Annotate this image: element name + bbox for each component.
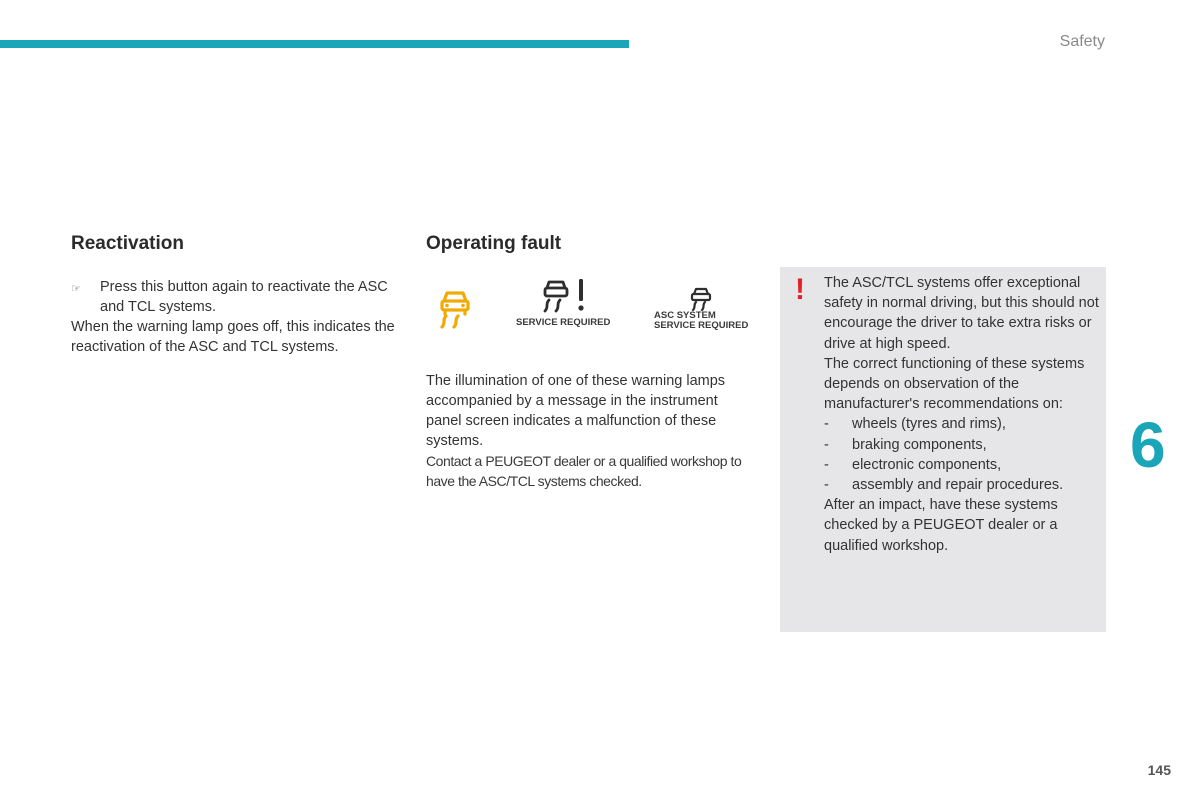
asc-service-required-caption: SERVICE REQUIRED xyxy=(654,320,749,331)
page-number: 145 xyxy=(1147,762,1171,778)
traction-control-service-icon xyxy=(516,277,610,328)
safety-note-box xyxy=(780,267,1106,632)
reactivation-bullet-text: Press this button again to reactivate the ASC and TCL systems. xyxy=(100,279,388,315)
chapter-number: 6 xyxy=(1130,409,1166,481)
asc-system-caption: ASC SYSTEM xyxy=(654,310,716,321)
operating-fault-body: The illumination of one of these warning lamps accompanied by a message in the instrument panel screen indicates a malfunction of these systems. xyxy=(426,373,726,449)
operating-fault-contact: Contact a PEUGEOT dealer or a qualified workshop to have the ASC/TCL systems checked. xyxy=(426,453,742,489)
note-item-text: wheels (tyres and rims), xyxy=(852,416,1006,433)
bullet-icon: ☞ xyxy=(71,283,81,295)
reactivation-bullet xyxy=(71,277,401,317)
note-list-item: - braking components, xyxy=(824,435,1104,455)
asc-system-service-icon xyxy=(654,287,750,331)
safety-note-text xyxy=(824,273,1104,556)
note-list-item: - assembly and repair procedures. xyxy=(824,475,1104,495)
note-item-text: assembly and repair procedures. xyxy=(852,477,1064,494)
note-dependency: The correct functioning of these systems depends on observation of the manufacturer's recommendations on: xyxy=(824,355,1085,413)
note-list-item: - wheels (tyres and rims), xyxy=(824,414,1104,434)
operating-fault-section xyxy=(426,233,756,491)
note-list-item: - electronic components, xyxy=(824,455,1104,475)
warning-lamps-row xyxy=(426,277,756,347)
header-accent-bar xyxy=(0,40,629,48)
warning-mark-icon: ! xyxy=(795,273,805,306)
reactivation-heading: Reactivation xyxy=(71,233,184,254)
section-title: Safety xyxy=(1059,33,1105,50)
note-item-text: electronic components, xyxy=(852,456,1002,473)
traction-control-warning-icon xyxy=(436,287,474,334)
service-required-caption: SERVICE REQUIRED xyxy=(516,317,611,328)
reactivation-section xyxy=(71,233,401,357)
note-intro: The ASC/TCL systems offer exceptional safety in normal driving, but this should not encourage the driver to take extra risks or drive at high speed. xyxy=(824,275,1099,352)
operating-fault-heading: Operating fault xyxy=(426,233,562,254)
note-item-text: braking components, xyxy=(852,436,987,453)
note-after-impact: After an impact, have these systems checked by a PEUGEOT dealer or a qualified workshop. xyxy=(824,497,1058,554)
reactivation-body: When the warning lamp goes off, this indicates the reactivation of the ASC and TCL systems. xyxy=(71,319,395,355)
